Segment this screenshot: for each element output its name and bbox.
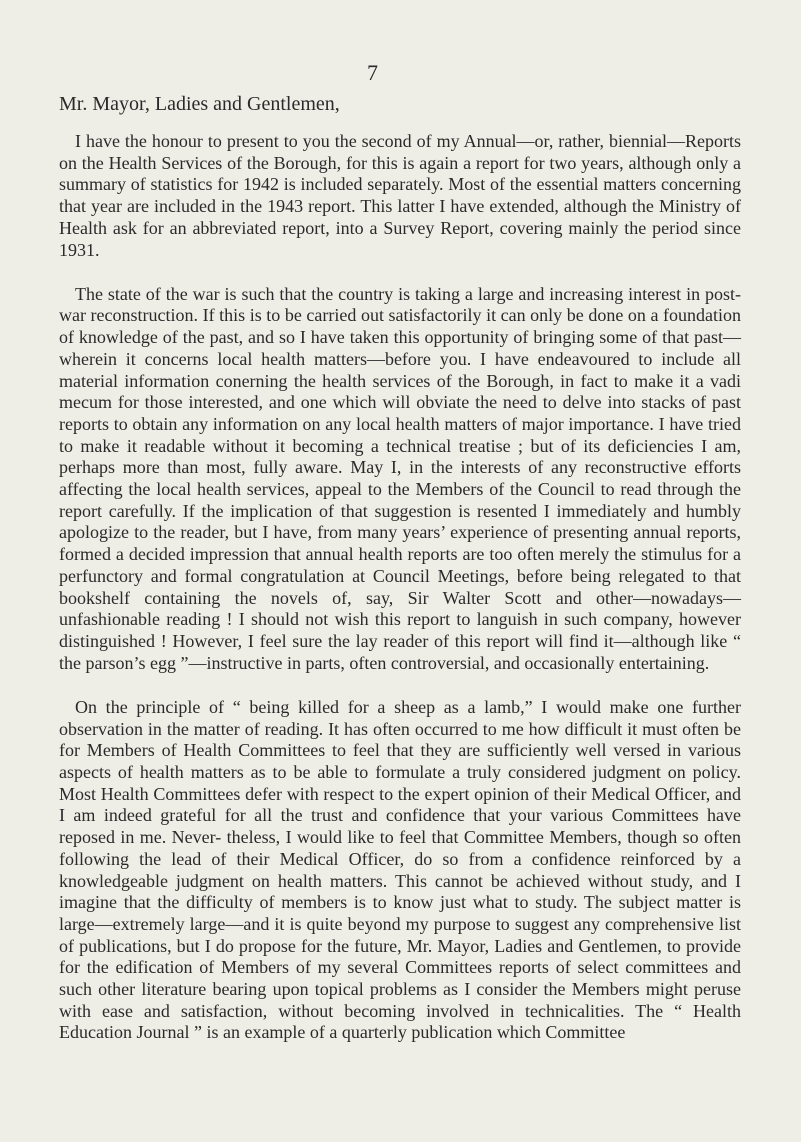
paragraph-post-war-reconstruction: The state of the war is such that the country is taking a large and increasing interest in post-war reconstruction. If this is to be carried out satisfactorily it can only be done on a foundation of knowledge of the past, and so I have taken this opportunity of bringing some of that past—wherein it concerns local health matters—before you. I have endeavoured to include all material information conerning the health services of the Borough, in fact to make it a vadi mecum for those interested, and one which will obviate the need to delve into stacks of past reports to obtain any information on any local health matters of major importance. I have tried to make it readable without it becoming a technical treatise ; but of its deficiencies I am, perhaps more than most, fully aware. May I, in the interests of any reconstructive efforts affecting the local health services, appeal to the Members of the Council to read through the report carefully. If the implication of that suggestion is resented I immediately and humbly apologize to the reader, but I have, from many years’ experience of presenting annual reports, formed a decided impression that annual health reports are too often merely the stimulus for a perfunctory and formal congratulation at Council Meetings, before being relegated to that bookshelf containing the novels of, say, Sir Walter Scott and other—nowadays—unfashionable reading ! I should not wish this report to languish in such company, however distinguished ! However, I feel sure the lay reader of this report will find it—although like “ the parson’s egg ”—instructive in parts, often controversial, and occasionally entertaining. [59,283,741,673]
report-body [59,131,741,1067]
page-number: 7 [367,60,378,85]
paragraph-reading-observation: On the principle of “ being killed for a sheep as a lamb,” I would make one further observation in the matter of reading. It has often occurred to me how difficult it must often be for Members of Health Committees to feel that they are sufficiently well versed in various aspects of health matters as to be able to formulate a truly considered judgment on policy. Most Health Committees defer with respect to the expert opinion of their Medical Officer, and I am indeed grateful for all the trust and confidence that your various Committees have reposed in me. Never- theless, I would like to feel that Committee Members, though so often following the lead of their Medical Officer, do so from a confidence reinforced by a knowledgeable judgment on health matters. This cannot be achieved without study, and I imagine that the difficulty of members is to know just what to study. The subject matter is large—extremely large—and it is quite beyond my purpose to suggest any comprehensive list of publications, but I do propose for the future, Mr. Mayor, Ladies and Gentlemen, to provide for the edification of Members of my several Committees reports of select committees and such other literature bearing upon topical problems as I consider the Members might peruse with ease and satisfaction, without becoming involved in technicalities. The “ Health Education Journal ” is an example of a quarterly publication which Committee [59,696,741,1043]
salutation: Mr. Mayor, Ladies and Gentlemen, [59,93,340,115]
paragraph-introduction: I have the honour to present to you the second of my Annual—or, rather, biennial—Reports on the Health Services of the Borough, for this is again a report for two years, although only a summary of statistics for 1942 is included separately. Most of the essential matters concerning that year are included in the 1943 report. This latter I have extended, although the Ministry of Health ask for an abbreviated report, into a Survey Report, covering mainly the period since 1931. [59,131,741,260]
